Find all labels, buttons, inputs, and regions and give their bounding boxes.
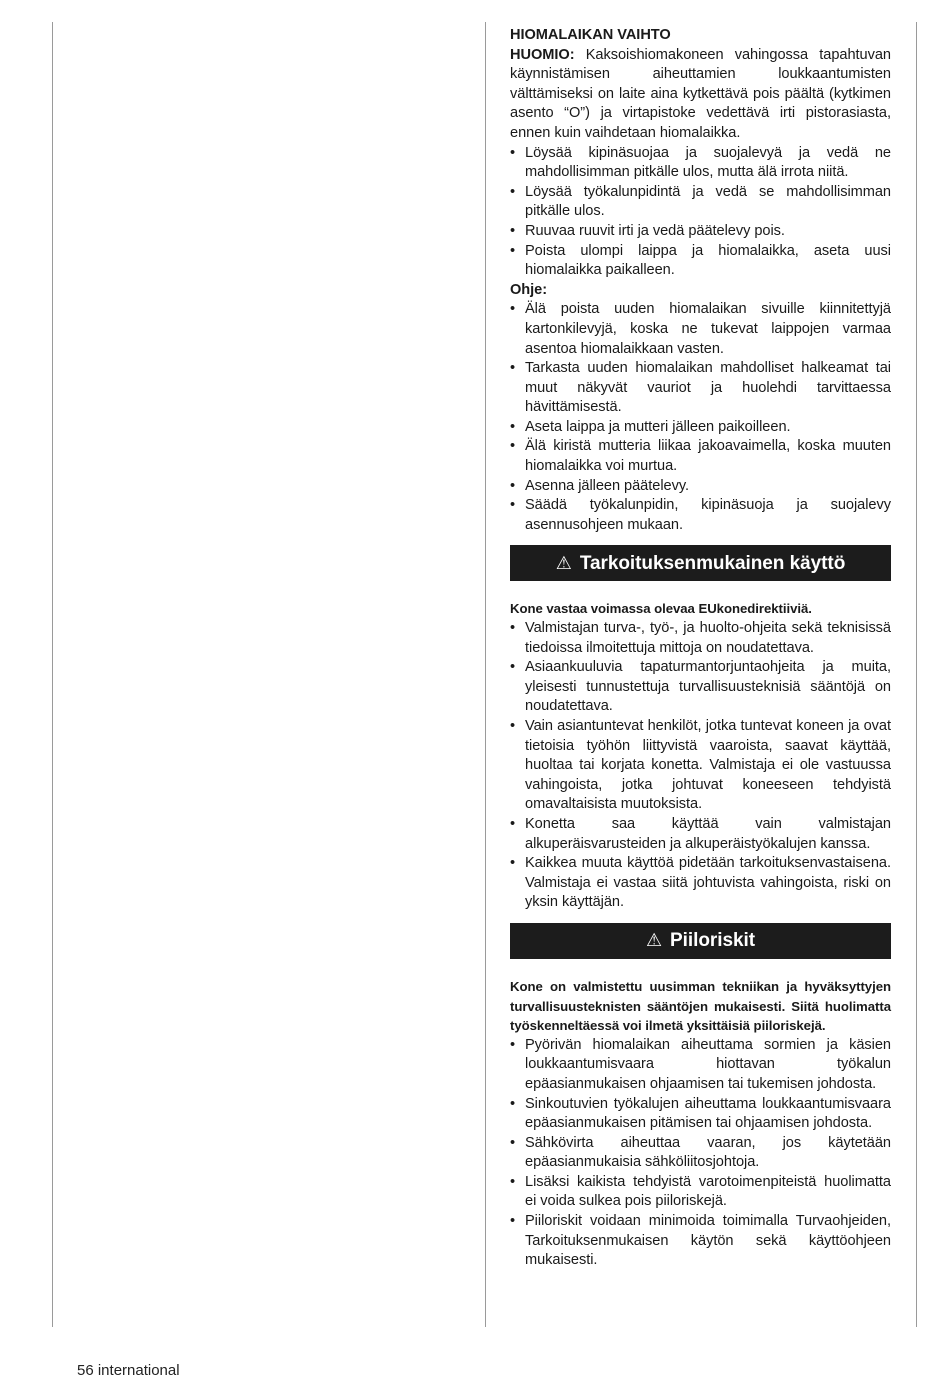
- list-item: • Pyörivän hiomalaikan aiheuttama sormien ja käsien loukkaantumisvaara hiottavan työkalun epäasianmukaisen ohjaamisen tai tukemisen johdosta.: [510, 1036, 891, 1095]
- warning-triangle-icon: ⚠: [555, 552, 572, 573]
- list-item: • Ruuvaa ruuvit irti ja vedä päätelevy pois.: [510, 222, 891, 242]
- list-item: • Sinkoutuvien työkalujen aiheuttama loukkaantumisvaara epäasianmukaisen pitämisen tai ohjaamisen johdosta.: [510, 1095, 891, 1134]
- page-rule-right: [916, 22, 917, 1327]
- column-rule-middle: [485, 22, 486, 1327]
- banner-title: Tarkoituksenmukainen käyttö: [579, 552, 846, 574]
- hint-label: Ohje:: [510, 281, 548, 298]
- list-item: • Kaikkea muuta käyttöä pidetään tarkoituksenvastaisena. Valmistaja ei vastaa siitä johtuvista vahingoista, riski on yksin käyttäjän.: [510, 854, 891, 913]
- replacement-steps-list: [510, 144, 891, 281]
- text-column: [510, 26, 891, 1271]
- list-item: • Älä kiristä mutteria liikaa jakoavaimella, koska muuten hiomalaikka voi murtua.: [510, 437, 891, 476]
- section-banner-residual-risks: [510, 923, 891, 959]
- list-item: • Konetta saa käyttää vain valmistajan alkuperäisvarusteiden ja alkuperäistyökalujen kanssa.: [510, 815, 891, 854]
- page-footer: 56 international: [77, 1362, 180, 1379]
- list-item: • Aseta laippa ja mutteri jälleen paikoilleen.: [510, 418, 891, 438]
- intended-use-lead: Kone vastaa voimassa olevaa EUkonedirektiiviä.: [510, 601, 812, 617]
- list-item: • Löysää työkalunpidintä ja vedä se mahdollisimman pitkälle ulos.: [510, 183, 891, 222]
- list-item: • Piiloriskit voidaan minimoida toimimalla Turvaohjeiden, Tarkoituksenmukaisen käytön sekä käyttöohjeen mukaisesti.: [510, 1212, 891, 1271]
- page-rule-left: [52, 22, 53, 1327]
- list-item: • Säädä työkalunpidin, kipinäsuoja ja suojalevy asennusohjeen mukaan.: [510, 496, 891, 535]
- residual-risks-list: [510, 1036, 891, 1271]
- section-banner-intended-use: [510, 545, 891, 581]
- list-item: • Älä poista uuden hiomalaikan sivuille kiinnitettyjä kartonkilevyjä, koska ne tukevat laippojen varmaa asentoa hiomalaikkaan vasten.: [510, 300, 891, 359]
- caution-text: Kaksoishiomakoneen vahingossa tapahtuvan käynnistämisen aiheuttamien loukkaantumisten välttämiseksi on laite aina kytkettävä pois päältä (kytkimen asento “O”) ja virtapistoke vedettävä irti pistorasiasta, ennen kuin vaihdetaan hiomalaikka.: [510, 46, 891, 141]
- list-item: • Lisäksi kaikista tehdyistä varotoimenpiteistä huolimatta ei voida sulkea pois piiloriskejä.: [510, 1173, 891, 1212]
- residual-risks-lead: Kone on valmistettu uusimman tekniikan ja hyväksyttyjen turvallisuusteknisten sääntöjen mukaisesti. Siitä huolimatta työskenneltäessä voi ilmetä yksittäisiä piiloriskejä.: [510, 978, 891, 1034]
- list-item: • Poista ulompi laippa ja hiomalaikka, aseta uusi hiomalaikka paikalleen.: [510, 242, 891, 281]
- caution-label: HUOMIO:: [510, 46, 575, 63]
- list-item: • Löysää kipinäsuojaa ja suojalevyä ja vedä ne mahdollisimman pitkälle ulos, mutta älä irrota niitä.: [510, 144, 891, 183]
- list-item: • Asenna jälleen päätelevy.: [510, 477, 891, 497]
- list-item: • Asiaankuuluvia tapaturmantorjuntaohjeita ja muita, yleisesti tunnustettuja turvallisuusteknisiä sääntöjä on noudatettava.: [510, 658, 891, 717]
- warning-triangle-icon: ⚠: [645, 930, 663, 951]
- list-item: • Vain asiantuntevat henkilöt, jotka tuntevat koneen ja ovat tietoisia työhön liittyvistä vaaroista, saavat käyttää, huoltaa tai korjata konetta. Valmistaja ei ole vastuussa vahingoista, jotka johtuvat koneeseen tehdyistä omavaltaisista muutoksista.: [510, 717, 891, 815]
- hint-list: [510, 300, 891, 535]
- list-item: • Sähkövirta aiheuttaa vaaran, jos käytetään epäasianmukaisia sähköliitosjohtoja.: [510, 1134, 891, 1173]
- list-item: • Tarkasta uuden hiomalaikan mahdolliset halkeamat tai muut näkyvät vauriot ja huolehdi tarvittaessa hävittämisestä.: [510, 359, 891, 418]
- list-item: • Valmistajan turva-, työ-, ja huolto-ohjeita sekä teknisissä tiedoissa ilmoitettuja mittoja on noudatettava.: [510, 619, 891, 658]
- caution-paragraph: [510, 46, 891, 144]
- section-heading-hiomalaikan-vaihto: HIOMALAIKAN VAIHTO: [510, 27, 671, 43]
- intended-use-list: [510, 619, 891, 913]
- banner-title: Piiloriskit: [670, 930, 756, 952]
